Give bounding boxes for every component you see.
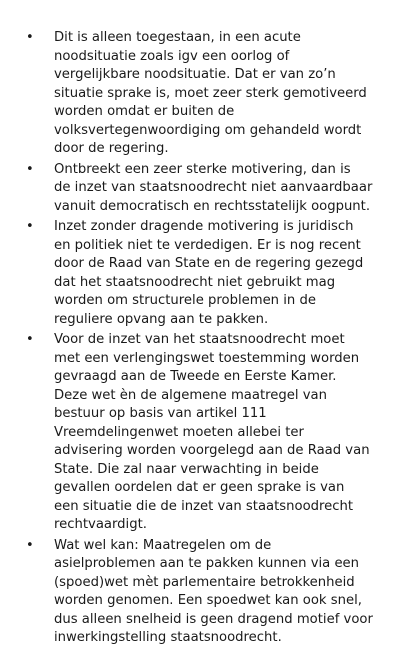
bullet-text-line: worden om structurele problemen in de	[54, 293, 316, 308]
bullet-text-line: Vreemdelingenwet moeten allebei ter	[54, 424, 304, 440]
bullet-text-line: vergelijkbare noodsituatie. Dat er van zo’n	[54, 67, 336, 82]
bullet-text-line: situatie sprake is, moet zeer sterk gemotiveerd	[54, 85, 367, 101]
bullet-text-line: volksvertegenwoordiging om gehandeld wordt	[54, 122, 362, 138]
bullet-text-line: noodsituatie zoals igv een oorlog of	[54, 48, 290, 64]
bullet-text-line: en politiek niet te verdedigen. Er is nog recent	[54, 237, 361, 253]
bullet-text-line: Deze wet èn de algemene maatregel van	[54, 387, 327, 403]
bullet-text-line: door de regering.	[54, 141, 169, 156]
bullet-text-line: Ontbreekt een zeer sterke motivering, dan is	[54, 161, 351, 177]
bullet-text-line: Dit is alleen toegestaan, in een acute	[54, 30, 301, 45]
bullet-text-line: vanuit democratisch en rechtsstatelijk oogpunt.	[54, 198, 371, 214]
bullet-point-icon: •	[26, 161, 34, 177]
bullet-text-line: de inzet van staatsnoodrecht niet aanvaardbaar	[54, 180, 373, 195]
bullet-point-icon: •	[26, 219, 34, 234]
bullet-item	[0, 29, 414, 159]
bullet-list	[0, 29, 414, 650]
bullet-text-line: een situatie die de inzet van staatsnoodrecht	[54, 498, 354, 514]
bullet-text-line: advisering worden voorgelegd aan de Raad van	[54, 443, 370, 458]
bullet-text-line: Wat wel kan: Maatregelen om de	[54, 537, 272, 553]
bullet-text-line: State. Die zal naar verwachting in beide	[54, 461, 319, 477]
bullet-point-icon: •	[26, 332, 34, 347]
bullet-item	[0, 161, 414, 217]
bullet-text-line: reguliere opvang aan te pakken.	[54, 311, 269, 327]
bullet-text-line: gevallen oordelen dat er geen sprake is van	[54, 480, 345, 495]
bullet-text-line: worden genomen. Een spoedwet kan ook snel,	[54, 593, 362, 608]
bullet-text-line: dus alleen snelheid is geen dragend motief voor	[54, 611, 373, 627]
bullet-text-line: bestuur op basis van artikel 111	[54, 406, 267, 421]
bullet-text-line: worden omdat er buiten de	[54, 104, 235, 119]
bullet-text-line: inwerkingstelling staatsnoodrecht.	[54, 630, 282, 645]
bullet-text-line: met een verlengingswet toestemming worden	[54, 350, 360, 366]
bullet-item	[0, 331, 414, 535]
bullet-text-line: (spoed)wet mèt parlementaire betrokkenheid	[54, 574, 355, 590]
bullet-point-icon: •	[26, 537, 34, 553]
bullet-point-icon: •	[26, 30, 34, 45]
bullet-text-line: asielproblemen aan te pakken kunnen via een	[54, 556, 360, 571]
bullet-item	[0, 218, 414, 329]
bullet-text-line: gevraagd aan de Tweede en Eerste Kamer.	[54, 369, 337, 384]
bullet-text-line: Inzet zonder dragende motivering is juridisch	[54, 219, 354, 234]
bullet-text-line: dat het staatsnoodrecht niet gebruikt mag	[54, 274, 336, 290]
bullet-text-line: door de Raad van State en de regering gezegd	[54, 256, 364, 271]
bullet-text-line: Voor de inzet van het staatsnoodrecht moet	[54, 332, 345, 347]
bullet-item	[0, 537, 414, 648]
bullet-text-line: rechtvaardigt.	[54, 517, 147, 532]
